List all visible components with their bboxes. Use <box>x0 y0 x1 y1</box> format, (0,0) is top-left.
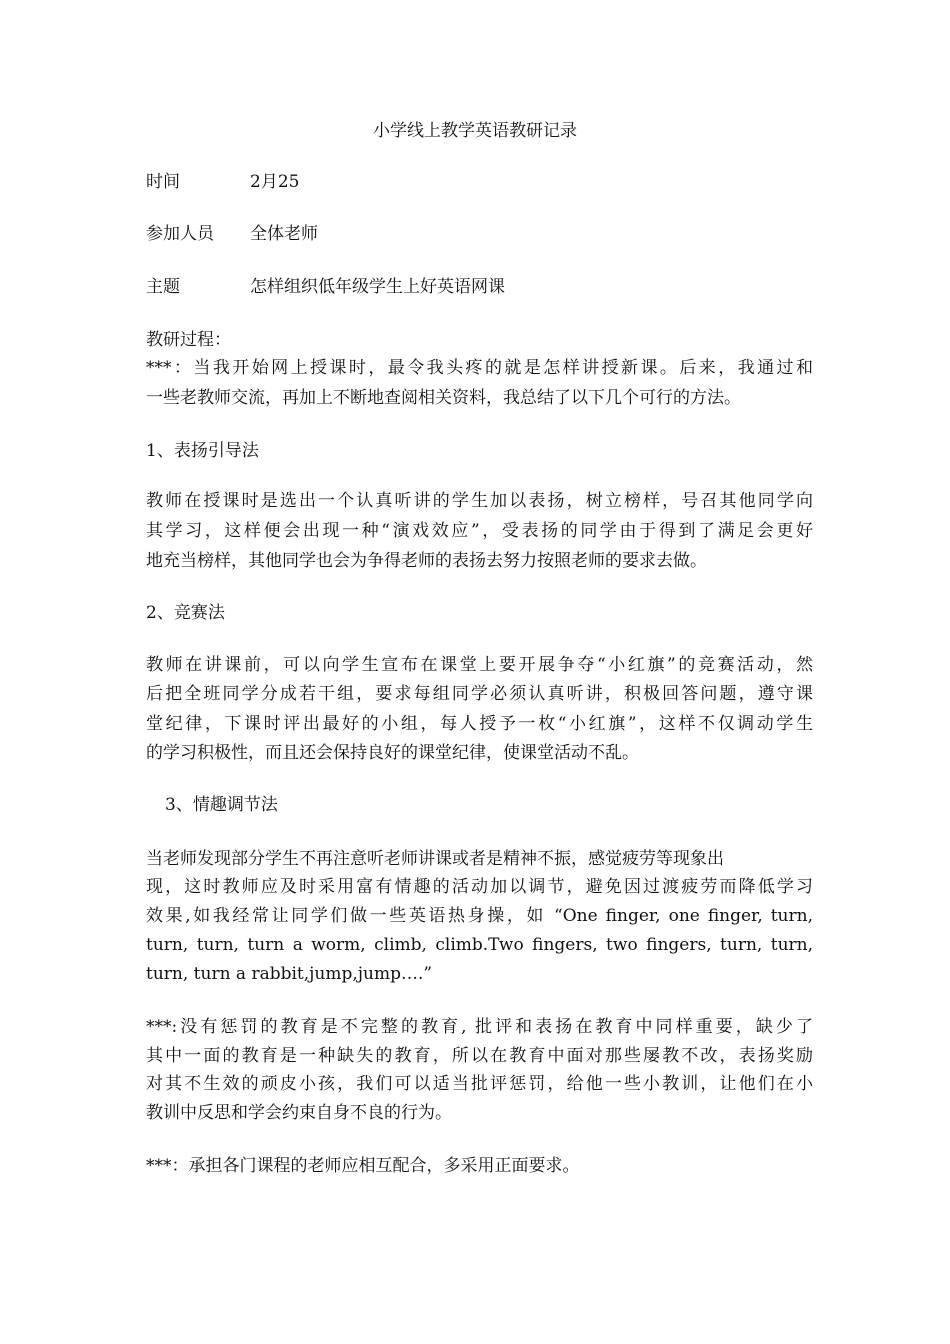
method1-heading: 1、表扬引导法 <box>146 441 259 461</box>
intro-line: ***：当我开始网上授课时，最令我头疼的就是怎样讲授新课。后来，我通过和 <box>146 358 813 378</box>
comment1-line: 其中一面的教育是一种缺失的教育，所以在教育中面对那些屡教不改，表扬奖励 <box>146 1046 813 1066</box>
method3-line: turn, turn a rabbit,jump,jump….” <box>146 964 433 984</box>
participants-value: 全体老师 <box>250 224 318 244</box>
method1-line: 地充当榜样，其他同学也会为争得老师的表扬去努力按照老师的要求去做。 <box>146 551 707 571</box>
topic-label: 主题 <box>146 277 180 297</box>
method3-line: 现，这时教师应及时采用富有情趣的活动加以调节，避免因过渡疲劳而降低学习 <box>146 877 813 897</box>
method1-line: 教师在授课时是选出一个认真听讲的学生加以表扬，树立榜样，号召其他同学向 <box>146 491 813 511</box>
method1-line: 其学习，这样便会出现一种“演戏效应”，受表扬的同学由于得到了满足会更好 <box>146 521 813 541</box>
method2-line: 后把全班同学分成若干组，要求每组同学必须认真听讲，积极回答问题，遵守课 <box>146 684 813 704</box>
method3-line: 效果,如我经常让同学们做一些英语热身操，如 “One finger, one finger, turn, <box>146 906 813 926</box>
method2-heading: 2、竞赛法 <box>146 603 225 623</box>
page-title: 小学线上教学英语教研记录 <box>373 121 577 141</box>
method2-line: 教师在讲课前，可以向学生宣布在课堂上要开展争夺“小红旗”的竞赛活动，然 <box>146 655 813 675</box>
comment1-line: 对其不生效的顽皮小孩，我们可以适当批评惩罚，给他一些小教训，让他们在小 <box>146 1074 813 1094</box>
comment2-line: ***：承担各门课程的老师应相互配合，多采用正面要求。 <box>146 1156 580 1176</box>
time-label: 时间 <box>146 172 180 192</box>
comment1-line: ***:没有惩罚的教育是不完整的教育, 批评和表扬在教育中同样重要，缺少了 <box>146 1017 813 1037</box>
participants-label: 参加人员 <box>146 224 214 244</box>
method2-line: 的学习积极性，而且还会保持良好的课堂纪律，使课堂活动不乱。 <box>146 743 639 763</box>
method3-heading: 3、情趣调节法 <box>165 795 278 815</box>
method3-line: 当老师发现部分学生不再注意听老师讲课或者是精神不振，感觉疲劳等现象出 <box>146 849 724 869</box>
comment1-line: 教训中反思和学会约束自身不良的行为。 <box>146 1103 452 1123</box>
intro-line: 一些老教师交流，再加上不断地查阅相关资料，我总结了以下几个可行的方法。 <box>146 388 741 408</box>
method3-line: turn, turn, turn a worm, climb, climb.Two fingers, two fingers, turn, turn, <box>146 935 813 955</box>
process-heading: 教研过程： <box>146 330 231 350</box>
time-value: 2月25 <box>250 172 300 192</box>
method2-line: 堂纪律，下课时评出最好的小组，每人授予一枚“小红旗”，这样不仅调动学生 <box>146 714 813 734</box>
topic-value: 怎样组织低年级学生上好英语网课 <box>250 277 505 297</box>
